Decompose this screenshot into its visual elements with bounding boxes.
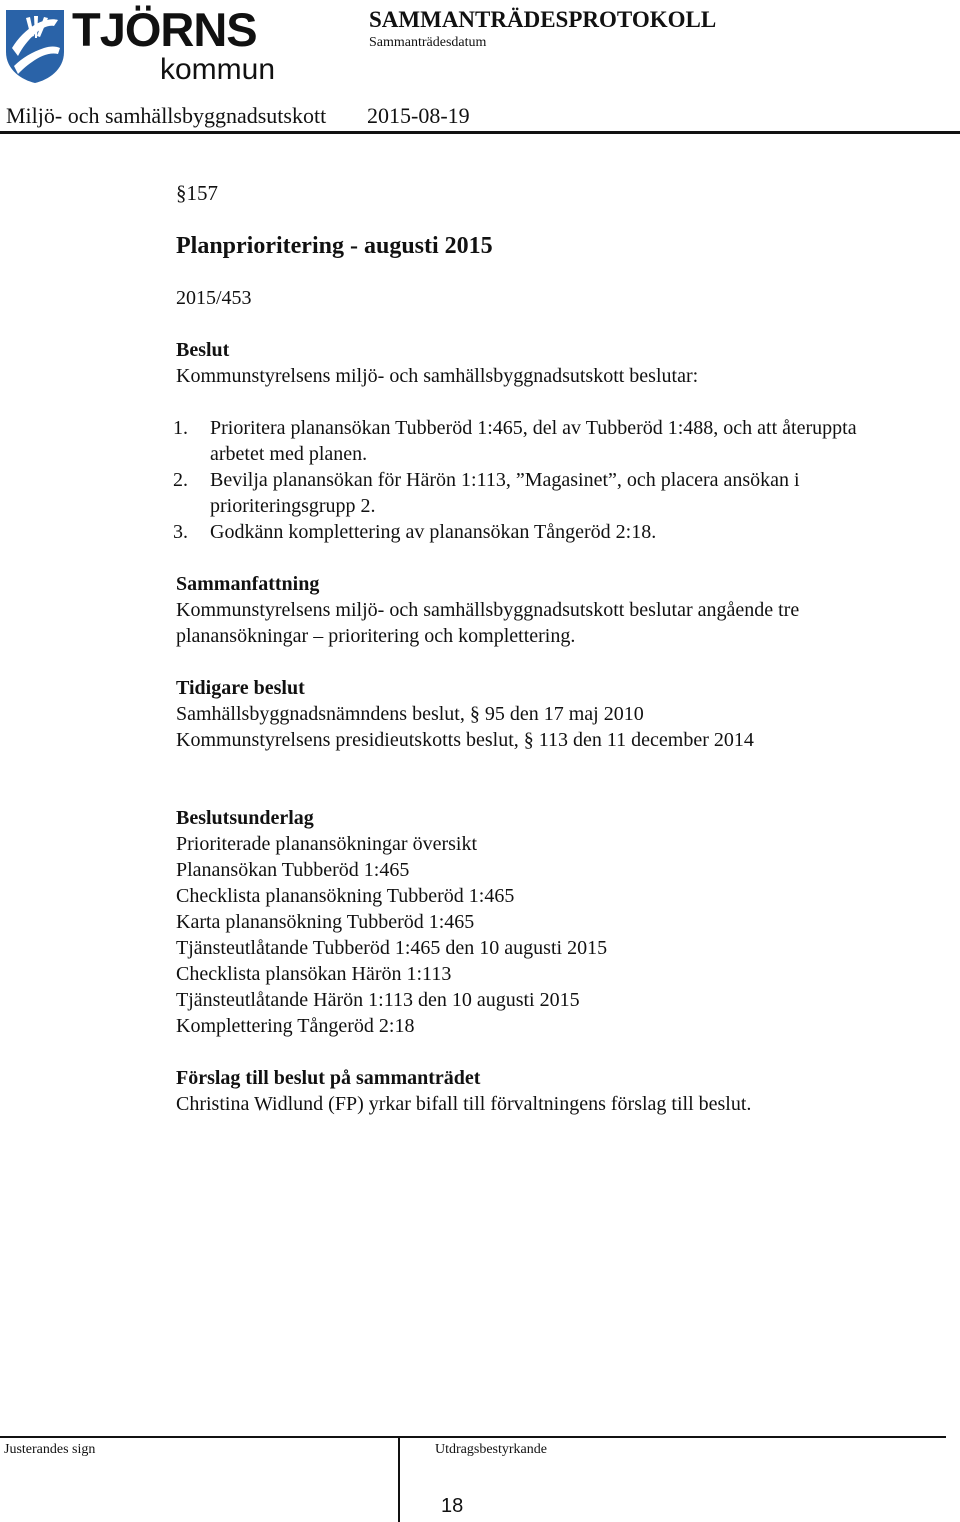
list-item (173, 415, 946, 467)
document-type: SAMMANTRÄDESPROTOKOLL (369, 7, 717, 32)
list-number: 1. (173, 417, 188, 439)
section-beslutsunderlag (176, 805, 946, 1039)
document-body (173, 178, 946, 1117)
item-title: Planprioritering - augusti 2015 (176, 233, 493, 259)
attachment-item: Tjänsteutlåtande Härön 1:113 den 10 augusti 2015 (176, 989, 580, 1011)
section-forslag (176, 1065, 946, 1117)
list-item (173, 519, 946, 545)
section-heading: Tidigare beslut (176, 677, 305, 699)
logo-subtitle: kommun (160, 53, 276, 86)
footer-column-divider (398, 1436, 400, 1522)
list-item-text: Godkänn komplettering av planansökan Tångeröd 2:18. (210, 521, 657, 543)
municipal-coat-of-arms-icon (4, 8, 66, 84)
section-tidigare-beslut (176, 675, 946, 753)
section-heading: Beslutsunderlag (176, 807, 314, 829)
list-item (173, 467, 946, 519)
section-heading: Beslut (176, 339, 230, 361)
section-sammanfattning (176, 571, 946, 649)
attachment-item: Checklista plansökan Härön 1:113 (176, 963, 452, 985)
diary-number: 2015/453 (176, 287, 252, 309)
attachment-item: Planansökan Tubberöd 1:465 (176, 859, 410, 881)
meeting-date-label: Sammanträdesdatum (369, 35, 487, 50)
attachment-item: Komplettering Tångeröd 2:18 (176, 1015, 415, 1037)
body-text-line: Samhällsbyggnadsnämndens beslut, § 95 den 17 maj 2010 (176, 703, 644, 725)
justerandes-sign-label: Justerandes sign (4, 1442, 96, 1457)
attachment-item: Karta planansökning Tubberöd 1:465 (176, 911, 475, 933)
body-text-line: Kommunstyrelsens presidieutskotts beslut, § 113 den 11 december 2014 (176, 729, 754, 751)
utdragsbestyrkande-label: Utdragsbestyrkande (435, 1442, 547, 1457)
attachment-item: Prioriterade planansökningar översikt (176, 833, 478, 855)
list-item-text: prioriteringsgrupp 2. (210, 495, 376, 517)
committee-name: Miljö- och samhällsbyggnadsutskott (6, 103, 327, 128)
attachment-item: Tjänsteutlåtande Tubberöd 1:465 den 10 augusti 2015 (176, 937, 608, 959)
beslut-intro: Kommunstyrelsens miljö- och samhällsbyggnadsutskott beslutar: (176, 365, 699, 387)
list-number: 2. (173, 469, 188, 491)
body-text-line: planansökningar – prioritering och komplettering. (176, 625, 576, 647)
list-item-text: Bevilja planansökan för Härön 1:113, ”Magasinet”, och placera ansökan i (210, 469, 800, 491)
page-number: 18 (441, 1495, 464, 1517)
body-text-line: Christina Widlund (FP) yrkar bifall till förvaltningens förslag till beslut. (176, 1093, 752, 1115)
list-item-text: Prioritera planansökan Tubberöd 1:465, del av Tubberöd 1:488, och att återuppta (210, 417, 857, 439)
section-beslut (173, 337, 946, 545)
list-item-text: arbetet med planen. (210, 443, 368, 465)
footer-divider (0, 1436, 946, 1438)
body-text-line: Kommunstyrelsens miljö- och samhällsbyggnadsutskott beslutar angående tre (176, 599, 800, 621)
list-number: 3. (173, 521, 188, 543)
municipality-logo (4, 3, 276, 86)
section-heading: Sammanfattning (176, 573, 320, 595)
header-info-row (6, 103, 470, 129)
attachment-item: Checklista planansökning Tubberöd 1:465 (176, 885, 515, 907)
decision-list (173, 415, 946, 545)
meeting-date: 2015-08-19 (367, 103, 470, 128)
paragraph-number: §157 (176, 181, 218, 205)
logo-wordmark: TJÖRNS (72, 3, 257, 56)
header-divider (0, 131, 960, 134)
section-heading: Förslag till beslut på sammanträdet (176, 1067, 481, 1089)
